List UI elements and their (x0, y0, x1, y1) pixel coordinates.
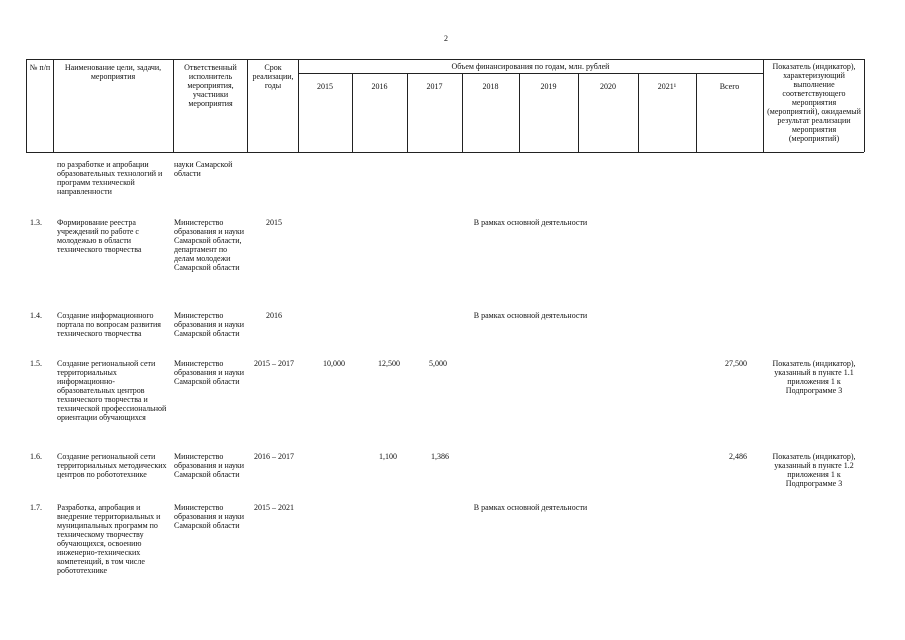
header-years-divider (298, 73, 763, 74)
continuation-responsible: науки Самарской области (174, 160, 233, 178)
row-total: 2,486 (729, 452, 747, 461)
header-year: 2015 (317, 82, 333, 91)
col-border (26, 59, 27, 152)
row-name: Создание региональной сети территориальных информационно-образовательных центров технического творчества и технической профессиональной ориентации обучающихся (57, 359, 167, 422)
header-responsible: Ответственный исполнитель мероприятия, участники мероприятия (184, 63, 237, 108)
header-bottom-border (26, 152, 864, 153)
row-note: В рамках основной деятельности (473, 218, 588, 227)
col-border (247, 59, 248, 152)
row-value-2015: 10,000 (323, 359, 345, 368)
col-border (173, 59, 174, 152)
header-total: Всего (719, 82, 740, 91)
header-year: 2019 (540, 82, 557, 91)
header-year: 2018 (482, 82, 499, 91)
header-name: Наименование цели, задачи, мероприятия (64, 63, 162, 81)
row-note: В рамках основной деятельности (473, 311, 588, 320)
row-name: Разработка, апробация и внедрение территориальных и муниципальных программ по техническому творчеству обучающихся, освоению инженерно-технических компетенций, в том числе робототехнике (57, 503, 161, 575)
header-year: 2016 (371, 82, 388, 91)
row-number: 1.6. (30, 452, 42, 461)
row-value-2017: 5,000 (429, 359, 447, 368)
col-border (864, 59, 865, 152)
row-responsible: Министерство образования и науки Самарской области (174, 359, 245, 386)
header-year: 2017 (426, 82, 443, 91)
row-value-2017: 1,386 (431, 452, 449, 461)
header-num: № п/п (29, 63, 51, 72)
row-indicator: Показатель (индикатор), указанный в пункте 1.1 приложения 1 к Подпрограмме 3 (772, 359, 856, 395)
row-number: 1.5. (30, 359, 42, 368)
row-responsible: Министерство образования и науки Самарской области, департамент по делам молодежи Самарской области (174, 218, 245, 272)
row-term: 2015 – 2021 (254, 503, 294, 512)
header-indicator: Показатель (индикатор), характеризующий выполнение соответствующего мероприятия (мероприятий), ожидаемый результат реализации мероприятия (мероприятий) (767, 62, 861, 143)
table-header (26, 59, 864, 152)
row-number: 1.3. (30, 218, 42, 227)
row-number: 1.4. (30, 311, 42, 320)
page-number: 2 (444, 34, 448, 43)
row-name: Создание информационного портала по вопросам развития технического творчества (57, 311, 161, 338)
row-responsible: Министерство образования и науки Самарской области (174, 452, 245, 479)
row-term: 2016 (266, 311, 282, 320)
col-border (53, 59, 54, 152)
row-value-2016: 12,500 (378, 359, 400, 368)
header-year: 2020 (600, 82, 616, 91)
row-name: Создание региональной сети территориальных методических центров по робототехнике (57, 452, 167, 479)
header-financing: Объем финансирования по годам, млн. рублей (451, 62, 610, 71)
row-value-2016: 1,100 (379, 452, 397, 461)
row-number: 1.7. (30, 503, 42, 512)
row-responsible: Министерство образования и науки Самарской области (174, 311, 245, 338)
row-responsible: Министерство образования и науки Самарской области (174, 503, 245, 530)
row-indicator: Показатель (индикатор), указанный в пункте 1.2 приложения 1 к Подпрограмме 3 (772, 452, 856, 488)
header-term: Срок реализации, годы (252, 63, 294, 90)
row-total: 27,500 (725, 359, 747, 368)
row-term: 2015 (266, 218, 282, 227)
header-top-border (26, 59, 864, 60)
col-border (298, 59, 299, 152)
continuation-name: по разработке и апробации образовательных технологий и программ технической направленности (57, 160, 163, 196)
row-name: Формирование реестра учреждений по работе с молодежью в области технического творчества (57, 218, 142, 254)
row-term: 2016 – 2017 (254, 452, 294, 461)
row-term: 2015 – 2017 (254, 359, 294, 368)
row-note: В рамках основной деятельности (473, 503, 588, 512)
header-year: 2021¹ (657, 82, 677, 91)
col-border (763, 59, 764, 152)
